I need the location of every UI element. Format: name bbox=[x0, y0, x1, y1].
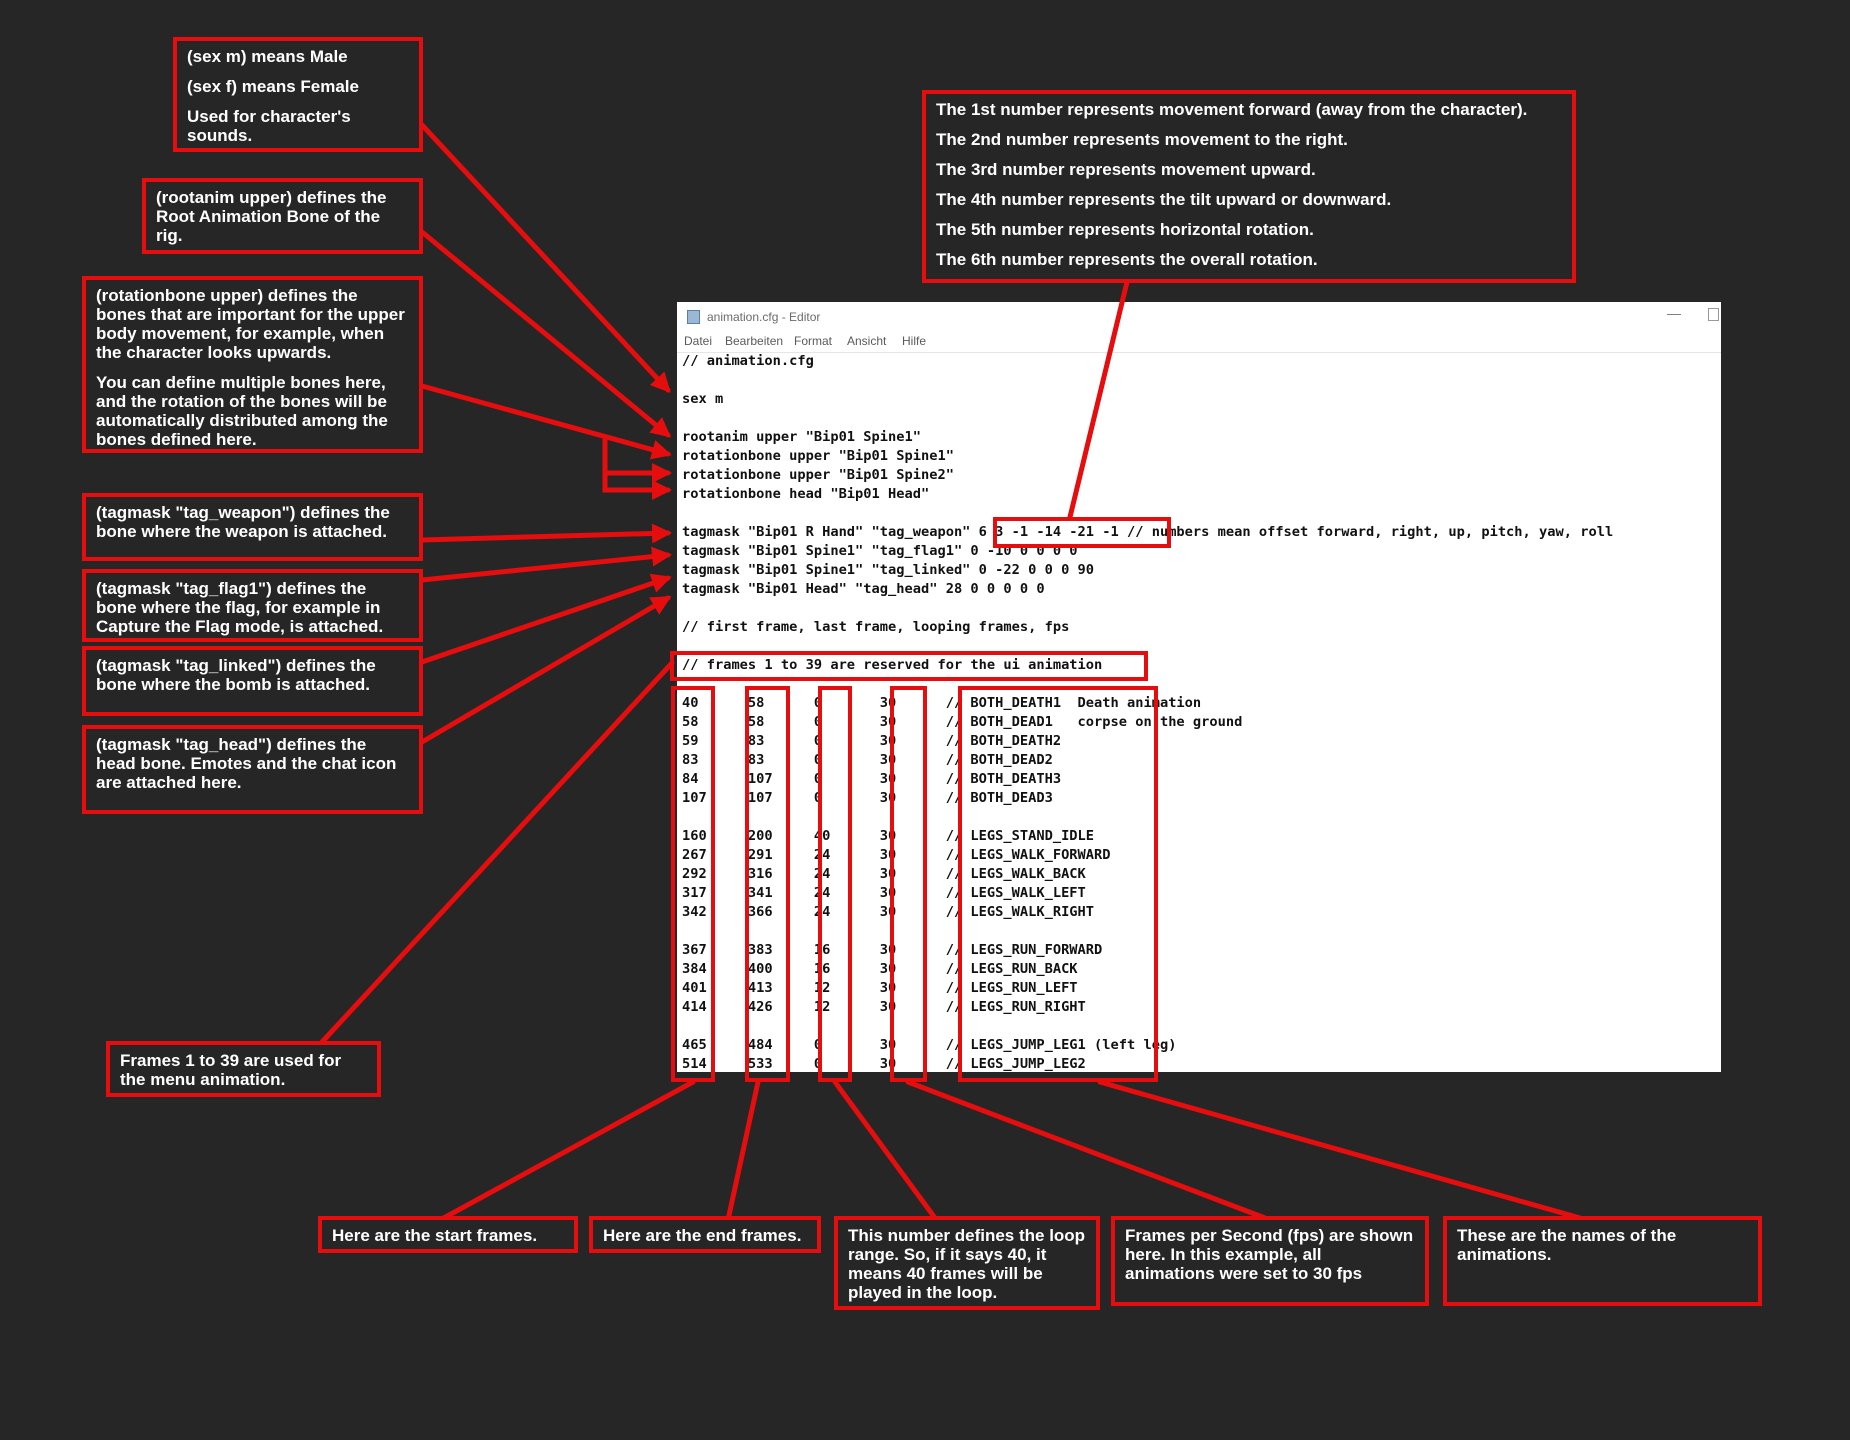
note-menu-frames-text: Frames 1 to 39 are used for the menu animation. bbox=[120, 1051, 342, 1089]
note-offsets-line-6: The 6th number represents the overall rotation. bbox=[936, 250, 1318, 269]
note-tag-flag1-text: (tagmask "tag_flag1") defines the bone where the flag, for example in Capture the Flag mode, is attached. bbox=[96, 579, 384, 636]
note-end-frames-text: Here are the end frames. bbox=[603, 1226, 802, 1245]
line-names bbox=[1100, 1082, 1580, 1218]
note-rootanim bbox=[142, 178, 423, 254]
line-start-frames bbox=[440, 1082, 693, 1220]
note-rotationbone-line-1: (rotationbone upper) defines the bones that are important for the upper body movement, for example, when the character looks upwards. bbox=[96, 286, 405, 362]
arrow-tag-flag1 bbox=[422, 555, 668, 580]
note-rotationbone bbox=[82, 276, 423, 453]
code-line: 107 107 0 30 // BOTH_DEAD3 bbox=[682, 790, 1053, 806]
note-offsets bbox=[922, 90, 1576, 283]
note-loop-text: This number defines the loop range. So, if it says 40, it means 40 frames will be played in the loop. bbox=[848, 1226, 1086, 1302]
note-menu-frames bbox=[106, 1041, 381, 1097]
arrow-tag-weapon bbox=[422, 533, 668, 540]
code-line: 514 533 0 30 // LEGS_JUMP_LEG2 bbox=[682, 1056, 1086, 1072]
minimize-icon[interactable]: — bbox=[1667, 305, 1681, 321]
arrow-sex bbox=[422, 125, 668, 390]
line-menu-frames bbox=[322, 663, 672, 1042]
note-offsets-line-2: The 2nd number represents movement to the right. bbox=[936, 130, 1348, 149]
code-line: 267 291 24 30 // LEGS_WALK_FORWARD bbox=[682, 847, 1111, 863]
note-end-frames bbox=[589, 1216, 821, 1253]
note-sex-line-1: (sex m) means Male bbox=[187, 47, 348, 66]
menu-file[interactable]: Datei bbox=[684, 334, 713, 348]
code-line: 160 200 40 30 // LEGS_STAND_IDLE bbox=[682, 828, 1095, 844]
note-loop bbox=[834, 1216, 1100, 1310]
arrow-rotationbone bbox=[422, 386, 668, 454]
note-animation-names bbox=[1443, 1216, 1762, 1306]
note-rotationbone-line-2: You can define multiple bones here, and the rotation of the bones will be automatically distributed among the bones defined here. bbox=[96, 373, 388, 449]
code-line: 342 366 24 30 // LEGS_WALK_RIGHT bbox=[682, 904, 1095, 920]
menu-edit[interactable]: Bearbeiten bbox=[725, 334, 784, 348]
note-tag-weapon-text: (tagmask "tag_weapon") defines the bone where the weapon is attached. bbox=[96, 503, 390, 541]
code-line: rotationbone head "Bip01 Head" bbox=[682, 486, 930, 502]
note-tag-head-text: (tagmask "tag_head") defines the head bone. Emotes and the chat icon are attached here. bbox=[96, 735, 397, 792]
arrow-rootanim bbox=[422, 232, 668, 435]
code-line: // first frame, last frame, looping frames, fps bbox=[682, 619, 1070, 635]
line-loop bbox=[835, 1082, 935, 1218]
note-tag-weapon bbox=[82, 493, 423, 561]
code-line: // frames 1 to 39 are reserved for the ui animation bbox=[682, 657, 1103, 673]
note-sex bbox=[173, 37, 423, 152]
line-end-frames bbox=[728, 1082, 758, 1220]
code-line: tagmask "Bip01 R Hand" "tag_weapon" 6 3 -1 -14 -21 -1 // numbers mean offset forward, right, up, pitch, yaw, roll bbox=[682, 524, 1614, 540]
code-line: 401 413 12 30 // LEGS_RUN_LEFT bbox=[682, 980, 1078, 996]
code-line: 465 484 0 30 // LEGS_JUMP_LEG1 (left leg) bbox=[682, 1037, 1177, 1053]
note-start-frames-text: Here are the start frames. bbox=[332, 1226, 538, 1245]
code-line: 58 58 0 30 // BOTH_DEAD1 corpse on the ground bbox=[682, 714, 1243, 730]
code-line: tagmask "Bip01 Spine1" "tag_flag1" 0 -10 0 0 0 0 bbox=[682, 543, 1078, 559]
note-sex-line-3: Used for character's sounds. bbox=[187, 107, 351, 145]
note-offsets-line-1: The 1st number represents movement forward (away from the character). bbox=[936, 100, 1528, 119]
code-line: 317 341 24 30 // LEGS_WALK_LEFT bbox=[682, 885, 1086, 901]
code-line: 384 400 16 30 // LEGS_RUN_BACK bbox=[682, 961, 1078, 977]
note-sex-line-2: (sex f) means Female bbox=[187, 77, 359, 96]
arrow-rotationbone-3 bbox=[605, 473, 668, 490]
menu-format[interactable]: Format bbox=[794, 334, 833, 348]
note-tag-linked-text: (tagmask "tag_linked") defines the bone where the bomb is attached. bbox=[96, 656, 376, 694]
menu-view[interactable]: Ansicht bbox=[847, 334, 887, 348]
code-line: rootanim upper "Bip01 Spine1" bbox=[682, 429, 921, 445]
code-line: rotationbone upper "Bip01 Spine1" bbox=[682, 448, 954, 464]
note-offsets-line-4: The 4th number represents the tilt upward or downward. bbox=[936, 190, 1392, 209]
note-tag-flag1 bbox=[82, 569, 423, 642]
code-line: tagmask "Bip01 Spine1" "tag_linked" 0 -22 0 0 0 90 bbox=[682, 562, 1095, 578]
note-start-frames bbox=[318, 1216, 578, 1253]
note-rootanim-text: (rootanim upper) defines the Root Animation Bone of the rig. bbox=[156, 188, 387, 245]
note-tag-head bbox=[82, 725, 423, 814]
code-line: 367 383 16 30 // LEGS_RUN_FORWARD bbox=[682, 942, 1103, 958]
note-offsets-line-5: The 5th number represents horizontal rotation. bbox=[936, 220, 1314, 239]
code-line: 292 316 24 30 // LEGS_WALK_BACK bbox=[682, 866, 1086, 882]
code-line: 40 58 0 30 // BOTH_DEATH1 Death animation bbox=[682, 695, 1202, 711]
code-line: tagmask "Bip01 Head" "tag_head" 28 0 0 0 0 0 bbox=[682, 581, 1045, 597]
line-fps bbox=[908, 1082, 1265, 1218]
note-fps-text: Frames per Second (fps) are shown here. In this example, all animations were set to 30 fps bbox=[1125, 1226, 1414, 1283]
note-tag-linked bbox=[82, 646, 423, 716]
code-line: 59 83 0 30 // BOTH_DEATH2 bbox=[682, 733, 1062, 749]
code-line: sex m bbox=[682, 391, 724, 407]
note-fps bbox=[1111, 1216, 1429, 1306]
line-offsets bbox=[1070, 282, 1127, 517]
menu-help[interactable]: Hilfe bbox=[902, 334, 927, 348]
note-animation-names-text: These are the names of the animations. bbox=[1457, 1226, 1677, 1264]
code-line: // animation.cfg bbox=[682, 353, 814, 369]
code-line: 84 107 0 30 // BOTH_DEATH3 bbox=[682, 771, 1062, 787]
code-line: rotationbone upper "Bip01 Spine2" bbox=[682, 467, 954, 483]
note-offsets-line-3: The 3rd number represents movement upward. bbox=[936, 160, 1316, 179]
code-line: 414 426 12 30 // LEGS_RUN_RIGHT bbox=[682, 999, 1086, 1015]
window-title: animation.cfg - Editor bbox=[707, 310, 821, 324]
code-line: 83 83 0 30 // BOTH_DEAD2 bbox=[682, 752, 1053, 768]
